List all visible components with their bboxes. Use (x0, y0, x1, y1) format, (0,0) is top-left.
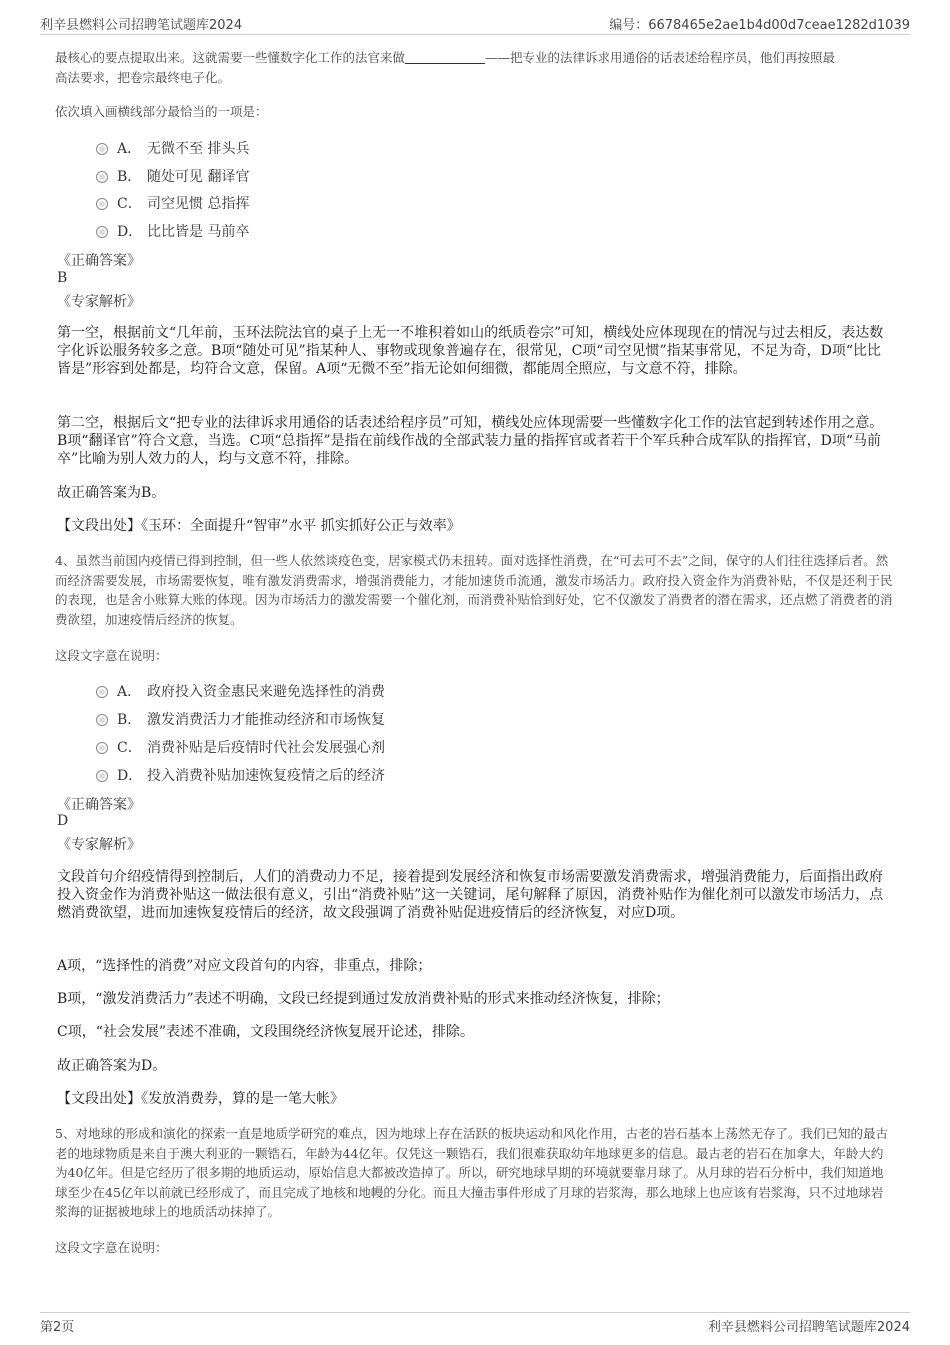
radio-icon[interactable] (96, 143, 108, 155)
q4-option-a[interactable]: A． 政府投入资金惠民来避免选择性的消费 (96, 681, 385, 701)
q4-analysis-option-c: C项，“社会发展”表述不准确，文段围绕经济恢复展开论述，排除。 (57, 1024, 475, 1040)
q3-prompt: 依次填入画横线部分最恰当的一项是： (55, 104, 268, 119)
q4-option-d[interactable]: D． 投入消费补贴加速恢复疫情之后的经济 (96, 765, 385, 785)
q3-intro-part-a: 最核心的要点提取出来。这就需要一些懂数字化工作的法官来做 (55, 50, 406, 65)
q3-option-b[interactable]: B． 随处可见 翻译官 (96, 166, 249, 186)
fill-blank-line (405, 51, 485, 64)
page-number: 第2页 (40, 1320, 75, 1335)
q4-analysis-option-a: A项，“选择性的消费”对应文段首句的内容，非重点，排除； (57, 958, 432, 974)
q3-option-c[interactable]: C． 司空见惯 总指挥 (96, 193, 249, 213)
radio-icon[interactable] (96, 226, 108, 238)
page-footer (40, 1312, 910, 1335)
radio-icon[interactable] (96, 686, 108, 698)
q3-option-a[interactable]: A． 无微不至 排头兵 (96, 138, 249, 158)
q5-stem: 5、对地球的形成和演化的探索一直是地质学研究的难点，因为地球上存在活跃的板块运动和风化作用，古老的岩石基本上荡然无存了。我们已知的最古老的地球物质是来自于澳大利亚的一颗锆石，年龄为44亿年。仅凭这一颗锆石，我们很难获取幼年地球更多的信息。最古老的岩石在加拿大，年龄大约为40亿年。但是它经历了很多期的地质运动，原始信息大都被改造掉了。所以，研究地球早期的环境就要靠月球了。从月球的岩石分析中，我们知道地球至少在45亿年以前就已经形成了，而且完成了地核和地幔的分化。而且大撞击事件形成了月球的岩浆海，那么地球上也应该有岩浆海，只不过地球岩浆海的证据被地球上的地质活动抹掉了。 (55, 1126, 888, 1219)
q3-intro-line2: 高法要求，把卷宗最终电子化。 (55, 69, 231, 85)
page-header (40, 12, 910, 35)
q3-analysis-paragraph-1: 第一空，根据前文“几年前，玉环法院法官的桌子上无一不堆积着如山的纸质卷宗”可知，横线处应体现现在的情况与过去相反，表达数字化诉讼服务较多之意。B项“随处可见”指某种人、事物或现象普遍存在，很常见，C项“司空见惯”指某事常见，不足为奇，D项“比比皆是”形容到处都是，均符合文意，保留。A项“无微不至”指无论如何细微，都能周全照应，与文意不符，排除。 (57, 325, 884, 377)
q3-analysis-paragraph-2: 第二空，根据后文“把专业的法律诉求用通俗的话表述给程序员”可知，横线处应体现需要一些懂数字化工作的法官起到转述作用之意。B项“翻译官”符合文意，当选。C项“总指挥”是指在前线作战的全部武装力量的指挥官或者若干个军兵种合成军队的指挥官，D项“马前卒”比喻为别人效力的人，均与文意不符，排除。 (57, 415, 884, 467)
radio-icon[interactable] (96, 198, 108, 210)
footer-title: 利辛县燃料公司招聘笔试题库2024 (707, 1320, 910, 1335)
q4-source: 【文段出处】《发放消费券，算的是一笔大帐》 (57, 1091, 344, 1107)
q4-analysis-paragraph-1: 文段首句介绍疫情得到控制后，人们的消费动力不足，接着提到发展经济和恢复市场需要激发消费需求，增强消费能力，后面指出政府投入资金作为消费补贴这一做法很有意义，引出“消费补贴”这一关键词，尾句解释了原因，消费补贴作为催化剂可以激发市场活力，点燃消费欲望，进而加速恢复疫情后的经济，故文段强调了消费补贴促进疫情后的经济恢复，对应D项。 (57, 869, 884, 921)
q4-analysis-option-b: B项，“激发消费活力”表述不明确，文段已经提到通过发放消费补贴的形式来推动经济恢复，排除； (57, 991, 670, 1007)
q3-intro (55, 48, 895, 87)
q3-source: 【文段出处】《玉环：全面提升“智审”水平 抓实抓好公正与效率》 (57, 518, 461, 534)
q4-answer-label: 《正确答案》 (57, 797, 141, 813)
radio-icon[interactable] (96, 770, 108, 782)
q4-prompt: 这段文字意在说明： (55, 648, 168, 663)
q3-answer-label: 《正确答案》 (57, 253, 141, 269)
q4-option-b[interactable]: B． 激发消费活力才能推动经济和市场恢复 (96, 709, 385, 729)
q3-intro-part-b: ——把专业的法律诉求用通俗的话表述给程序员，他们再按照最 (485, 50, 836, 65)
q5-prompt: 这段文字意在说明： (55, 1240, 168, 1255)
header-title: 利辛县燃料公司招聘笔试题库2024 (40, 18, 243, 33)
header-doc-id: 编号：6678465e2ae1b4d00d7ceae1282d1039 (609, 18, 910, 33)
q4-stem: 4、虽然当前国内疫情已得到控制，但一些人依然谈疫色变，居家模式仍未扭转。面对选择性消费，在“可去可不去”之间，保守的人们往往选择后者。然而经济需要发展，市场需要恢复，唯有激发消费需求，增强消费能力，才能加速货币流通，激发市场活力。政府投入资金作为消费补贴，不仅是还利于民的表现，也是舍小账算大账的体现。因为市场活力的激发需要一个催化剂，而消费补贴恰到好处，它不仅激发了消费者的潜在需求，还点燃了消费者的消费欲望，加速疫情后经济的恢复。 (55, 553, 893, 627)
q4-conclusion: 故正确答案为D。 (57, 1058, 167, 1074)
q3-conclusion: 故正确答案为B。 (57, 485, 166, 501)
q3-analysis-label: 《专家解析》 (57, 294, 141, 310)
radio-icon[interactable] (96, 742, 108, 754)
radio-icon[interactable] (96, 171, 108, 183)
q4-analysis-label: 《专家解析》 (57, 837, 141, 853)
q3-option-d[interactable]: D． 比比皆是 马前卒 (96, 221, 249, 241)
q4-option-c[interactable]: C． 消费补贴是后疫情时代社会发展强心剂 (96, 737, 385, 757)
q4-answer: D (57, 813, 69, 829)
radio-icon[interactable] (96, 714, 108, 726)
q3-answer: B (57, 270, 68, 286)
